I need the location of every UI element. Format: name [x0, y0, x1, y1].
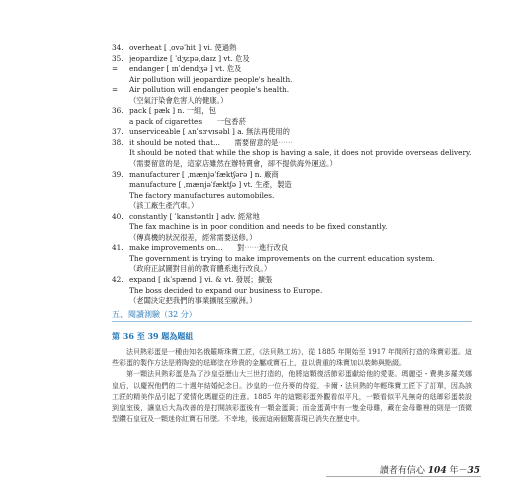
vocab-number: 38. — [112, 137, 124, 147]
vocab-text: The boss decided to expand our business to Europe. — [129, 285, 323, 295]
footer-issue: 104 — [427, 466, 447, 476]
vocab-row — [112, 117, 472, 128]
question-heading: 第 36 至 39 題為題組 — [112, 331, 194, 341]
vocab-text: endanger [ ɪnˈdendʒə ] vt. 危及 — [129, 64, 242, 74]
vocab-number — [112, 117, 129, 128]
vocab-row — [112, 85, 472, 96]
vocab-number — [112, 233, 129, 244]
vocab-row — [112, 64, 472, 75]
vocab-row — [112, 254, 472, 265]
vocab-row — [112, 212, 472, 223]
footer-mid: 年－ — [446, 466, 468, 476]
passage-paragraph-1: 法貝熱彩蛋是一種由知名俄羅斯珠寶工匠，《法貝熱工坊》，從 1885 年開始至 1917 年間所打造的珠寶彩蛋。這些彩蛋的製作方法是將陶瓷的琺瑯塗在珍貴的金屬或寶石上，並以貴重的珠寶加以裝飾與點綴。 — [112, 348, 472, 368]
vocab-text: （空氣汙染會危害人的健康。） — [129, 95, 228, 105]
vocab-text: it should be noted that... 需要留意的是⋯⋯ — [129, 137, 293, 147]
vocab-row — [112, 243, 472, 254]
vocab-row — [112, 148, 472, 159]
vocab-number: 37. — [112, 127, 124, 137]
vocab-text: manufacture [ ˌmænjəˈfæktʃə ] vt. 生產，製造 — [129, 180, 292, 190]
page-number: 35 — [467, 466, 480, 476]
vocab-row — [112, 75, 472, 86]
reading-passage — [112, 347, 472, 425]
vocab-number — [112, 75, 129, 86]
vocab-row — [112, 201, 472, 212]
vocab-number: 39. — [112, 169, 124, 179]
vocab-text: unserviceable [ ʌnˈsɝvɪsəbl ] a. 無法再使用的 — [129, 127, 290, 137]
vocab-row — [112, 159, 472, 170]
vocabulary-list — [112, 43, 472, 307]
vocab-row — [112, 296, 472, 307]
vocab-text: jeopardize [ ˈdʒɛpəˌdaɪz ] vt. 危及 — [129, 53, 250, 63]
vocab-text: （老闆決定把我們的事業擴展至歐洲。） — [129, 296, 257, 306]
vocab-row — [112, 286, 472, 297]
vocab-number: 40. — [112, 211, 124, 221]
vocab-text: The fax machine is in poor condition and needs to be fixed constantly. — [129, 222, 388, 232]
vocab-text: （傳真機的狀況很差，經常需要送修。） — [129, 232, 257, 242]
vocab-row — [112, 127, 472, 138]
vocab-number — [112, 264, 129, 275]
vocab-text: （該工廠生產汽車。） — [129, 201, 199, 211]
vocab-text: make improvements on... 對⋯⋯進行改良 — [129, 243, 289, 253]
vocab-row — [112, 180, 472, 191]
vocab-number — [112, 296, 129, 307]
vocab-text: overheat [ ˌovəˈhit ] vi. 使過熱 — [129, 43, 237, 52]
vocab-number — [112, 222, 129, 233]
vocab-text: （需要留意的是，這家店雖然在辦特賣會，卻不提供海外運送。） — [129, 159, 337, 169]
vocab-number — [112, 191, 129, 202]
vocab-row — [112, 138, 472, 149]
vocab-row — [112, 43, 472, 54]
vocab-row — [112, 222, 472, 233]
vocab-number: 34. — [112, 43, 124, 52]
vocab-row — [112, 106, 472, 117]
footer-prefix: 讀者有信心 — [379, 466, 428, 476]
vocab-text: The government is trying to make improvements on the current education system. — [129, 253, 435, 263]
section-title-text: 五、閱讀測驗（32 分） — [112, 310, 197, 319]
vocab-text: Air pollution will jeopardize people's health. — [129, 74, 293, 84]
section-title — [112, 309, 197, 320]
vocab-text: manufacturer [ ˌmænjəˈfæktʃərə ] n. 廠商 — [129, 169, 279, 179]
vocab-text: expand [ ɪkˈspænd ] vi. & vt. 發展；擴張 — [129, 275, 273, 285]
vocab-row — [112, 275, 472, 286]
vocab-number: 36. — [112, 106, 124, 116]
vocab-number: 41. — [112, 243, 124, 253]
vocab-text: pack [ pæk ] n. 一組，包 — [129, 106, 216, 116]
vocab-row — [112, 96, 472, 107]
vocab-text: constantly [ ˈkanstəntlɪ ] adv. 經常地 — [129, 211, 260, 221]
vocab-number — [112, 96, 129, 107]
vocab-number — [112, 254, 129, 265]
vocab-row — [112, 233, 472, 244]
vocab-number — [112, 201, 129, 212]
vocab-number: 35. — [112, 53, 124, 63]
vocab-row — [112, 170, 472, 181]
section-divider — [112, 321, 472, 322]
vocab-text: （政府正試圖對目前的教育體系進行改良。） — [129, 264, 272, 274]
vocab-number: 42. — [112, 275, 124, 285]
vocab-number: = — [112, 85, 119, 95]
vocab-number — [112, 180, 129, 191]
passage-paragraph-2: 第一顆法貝熱彩蛋是為了沙皇亞歷山大三世打造的，他將這顆復活節彩蛋獻給他的愛妻。瑪麗亞・費奧多羅芙娜皇后，以慶祝他們的二十週年結婚紀念日。沙皇的一位丹麥的侍從，卡爾・法貝熱的年輕珠寶工匠下了訂單，因為該工匠的精美作品引起了愛情化瑪麗亞的注意。1885 年的這顆彩蛋外觀看似平凡，一顆看似平凡無奇的琺瑯彩蛋裝設到皇室後，讓皇后大為改善的是打開該彩蛋後有一顆金蛋黃；而金蛋黃中有一隻金母雞，藏在金母雞裡的則是一頂微型鑽石皇冠及一顆迷你紅寶石吊墜。不幸地，後面這兩個驚喜現已消失在歷史中。 — [112, 370, 472, 424]
vocab-text: It should be noted that while the shop is having a sale, it does not provide overseas delivery. — [129, 148, 472, 158]
footer-divider — [326, 476, 481, 477]
vocab-row — [112, 264, 472, 275]
vocab-row — [112, 54, 472, 65]
vocab-text: The factory manufactures automobiles. — [129, 190, 275, 200]
vocab-text: a pack of cigarettes 一包香菸 — [129, 116, 246, 126]
vocab-number — [112, 159, 129, 170]
page-footer — [380, 463, 480, 476]
vocab-number: = — [112, 64, 119, 74]
vocab-number — [112, 286, 129, 297]
vocab-text: Air pollution will endanger people's health. — [129, 85, 290, 95]
vocab-row — [112, 191, 472, 202]
vocab-number — [112, 148, 129, 159]
